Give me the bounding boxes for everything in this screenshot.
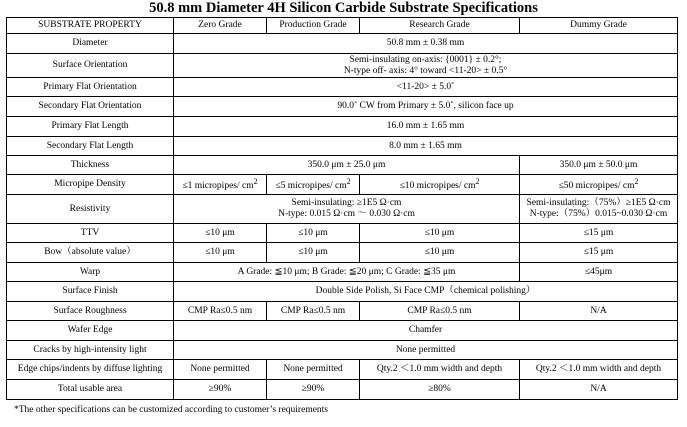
row-warp xyxy=(7,263,678,282)
header-property: SUBSTRATE PROPERTY xyxy=(7,18,174,34)
value-edge-chips-dummy: Qty.2 ＜1.0 mm width and depth xyxy=(520,360,678,380)
value-ttv-zero: ≤10 μm xyxy=(174,224,267,243)
label-thickness: Thickness xyxy=(7,156,174,175)
micropipe-production-exp: 2 xyxy=(346,177,351,187)
value-micropipe-research xyxy=(360,175,520,195)
label-surface-finish: Surface Finish xyxy=(7,282,174,302)
label-wafer-edge: Wafer Edge xyxy=(7,321,174,341)
value-thickness-zero-to-research: 350.0 μm ± 25.0 μm xyxy=(174,156,520,175)
value-primary-flat-length: 16.0 mm ± 1.65 mm xyxy=(174,117,678,137)
row-surface-roughness xyxy=(7,302,678,321)
row-surface-finish xyxy=(7,282,678,302)
value-resistivity-dummy xyxy=(520,195,678,224)
micropipe-research-exp: 2 xyxy=(475,177,480,187)
value-thickness-dummy: 350.0 μm ± 50.0 μm xyxy=(520,156,678,175)
value-surface-finish: Double Side Polish, Si Face CMP（chemical polishing） xyxy=(174,282,678,302)
value-cracks: None permitted xyxy=(174,341,678,360)
row-surface-orientation xyxy=(7,54,678,78)
label-total-usable-area: Total usable area xyxy=(7,380,174,400)
surface-orientation-line-2: N-type off- axis: 4° toward <11-20> ± 0.5° xyxy=(343,65,508,76)
label-secondary-flat-length: Secondary Flat Length xyxy=(7,137,174,156)
row-bow xyxy=(7,243,678,263)
value-ttv-dummy: ≤15 μm xyxy=(520,224,678,243)
label-edge-chips: Edge chips/indents by diffuse lighting xyxy=(7,360,174,380)
micropipe-zero-text: ≤1 micropipes/ cm xyxy=(182,181,254,192)
label-surface-roughness: Surface Roughness xyxy=(7,302,174,321)
label-bow: Bow（absolute value） xyxy=(7,243,174,263)
row-micropipe-density xyxy=(7,175,678,195)
row-primary-flat-length xyxy=(7,117,678,137)
resistivity-dummy-line-2: N-type:（75%）0.015~0.030 Ω·cm xyxy=(529,209,668,219)
value-surface-orientation xyxy=(174,54,678,78)
row-secondary-flat-length xyxy=(7,137,678,156)
value-bow-dummy: ≤15 μm xyxy=(520,243,678,263)
value-roughness-research: CMP Ra≤0.5 nm xyxy=(360,302,520,321)
row-thickness xyxy=(7,156,678,175)
value-usable-production: ≥90% xyxy=(267,380,360,400)
resistivity-dummy-line-1: Semi-insulating:（75%）≥1E5 Ω·cm xyxy=(526,198,671,208)
label-primary-flat-length: Primary Flat Length xyxy=(7,117,174,137)
value-wafer-edge: Chamfer xyxy=(174,321,678,341)
row-diameter xyxy=(7,34,678,54)
value-usable-zero: ≥90% xyxy=(174,380,267,400)
label-diameter: Diameter xyxy=(7,34,174,54)
resistivity-line-2: N-type: 0.015 Ω·cm ～ 0.030 Ω·cm xyxy=(278,209,415,219)
value-bow-research: ≤10 μm xyxy=(360,243,520,263)
row-ttv xyxy=(7,224,678,243)
label-primary-flat-orientation: Primary Flat Orientation xyxy=(7,78,174,97)
value-diameter: 50.8 mm ± 0.38 mm xyxy=(174,34,678,54)
header-dummy-grade: Dummy Grade xyxy=(520,18,678,34)
micropipe-research-text: ≤10 micropipes/ cm xyxy=(399,181,476,192)
value-usable-research: ≥80% xyxy=(360,380,520,400)
spec-table xyxy=(6,17,678,400)
value-edge-chips-research: Qty.2 ＜1.0 mm width and depth xyxy=(360,360,520,380)
header-zero-grade: Zero Grade xyxy=(174,18,267,34)
micropipe-dummy-exp: 2 xyxy=(634,177,639,187)
page-title: 50.8 mm Diameter 4H Silicon Carbide Substrate Specifications xyxy=(149,0,538,16)
value-roughness-production: CMP Ra≤0.5 nm xyxy=(267,302,360,321)
micropipe-zero-exp: 2 xyxy=(253,177,258,187)
label-secondary-flat-orientation: Secondary Flat Orientation xyxy=(7,97,174,117)
row-cracks xyxy=(7,341,678,360)
value-micropipe-dummy xyxy=(520,175,678,195)
value-micropipe-production xyxy=(267,175,360,195)
value-warp-zero-to-research: A Grade: ≦10 μm; B Grade: ≦20 μm; C Grade: ≦35 μm xyxy=(174,263,520,282)
header-research-grade: Research Grade xyxy=(360,18,520,34)
micropipe-production-text: ≤5 micropipes/ cm xyxy=(275,181,347,192)
value-roughness-zero: CMP Ra≤0.5 nm xyxy=(174,302,267,321)
value-roughness-dummy: N/A xyxy=(520,302,678,321)
row-resistivity xyxy=(7,195,678,224)
label-warp: Warp xyxy=(7,263,174,282)
footnote: *The other specifications can be customized according to customer’s requirements xyxy=(14,405,329,415)
surface-orientation-line-1: Semi-insulating on-axis: {0001} ± 0.2°; xyxy=(349,54,502,65)
header-production-grade: Production Grade xyxy=(267,18,360,34)
value-warp-dummy: ≤45μm xyxy=(520,263,678,282)
value-edge-chips-production: None permitted xyxy=(267,360,360,380)
row-total-usable-area xyxy=(7,380,678,400)
header-row xyxy=(7,18,678,34)
micropipe-dummy-text: ≤50 micropipes/ cm xyxy=(558,181,635,192)
row-primary-flat-orientation xyxy=(7,78,678,97)
label-surface-orientation: Surface Orientation xyxy=(7,54,174,78)
value-ttv-research: ≤10 μm xyxy=(360,224,520,243)
value-edge-chips-zero: None permitted xyxy=(174,360,267,380)
value-secondary-flat-orientation: 90.0˚ CW from Primary ± 5.0˚, silicon face up xyxy=(174,97,678,117)
label-resistivity: Resistivity xyxy=(7,195,174,224)
label-micropipe-density: Micropipe Density xyxy=(7,175,174,195)
value-usable-dummy: N/A xyxy=(520,380,678,400)
label-cracks: Cracks by high-intensity light xyxy=(7,341,174,360)
row-edge-chips xyxy=(7,360,678,380)
value-secondary-flat-length: 8.0 mm ± 1.65 mm xyxy=(174,137,678,156)
value-bow-production: ≤10 μm xyxy=(267,243,360,263)
value-ttv-production: ≤10 μm xyxy=(267,224,360,243)
value-micropipe-zero xyxy=(174,175,267,195)
row-secondary-flat-orientation xyxy=(7,97,678,117)
row-wafer-edge xyxy=(7,321,678,341)
value-resistivity-zero-to-research xyxy=(174,195,520,224)
value-primary-flat-orientation: <11-20> ± 5.0˚ xyxy=(174,78,678,97)
label-ttv: TTV xyxy=(7,224,174,243)
value-bow-zero: ≤10 μm xyxy=(174,243,267,263)
resistivity-line-1: Semi-insulating: ≥1E5 Ω·cm xyxy=(291,198,402,208)
